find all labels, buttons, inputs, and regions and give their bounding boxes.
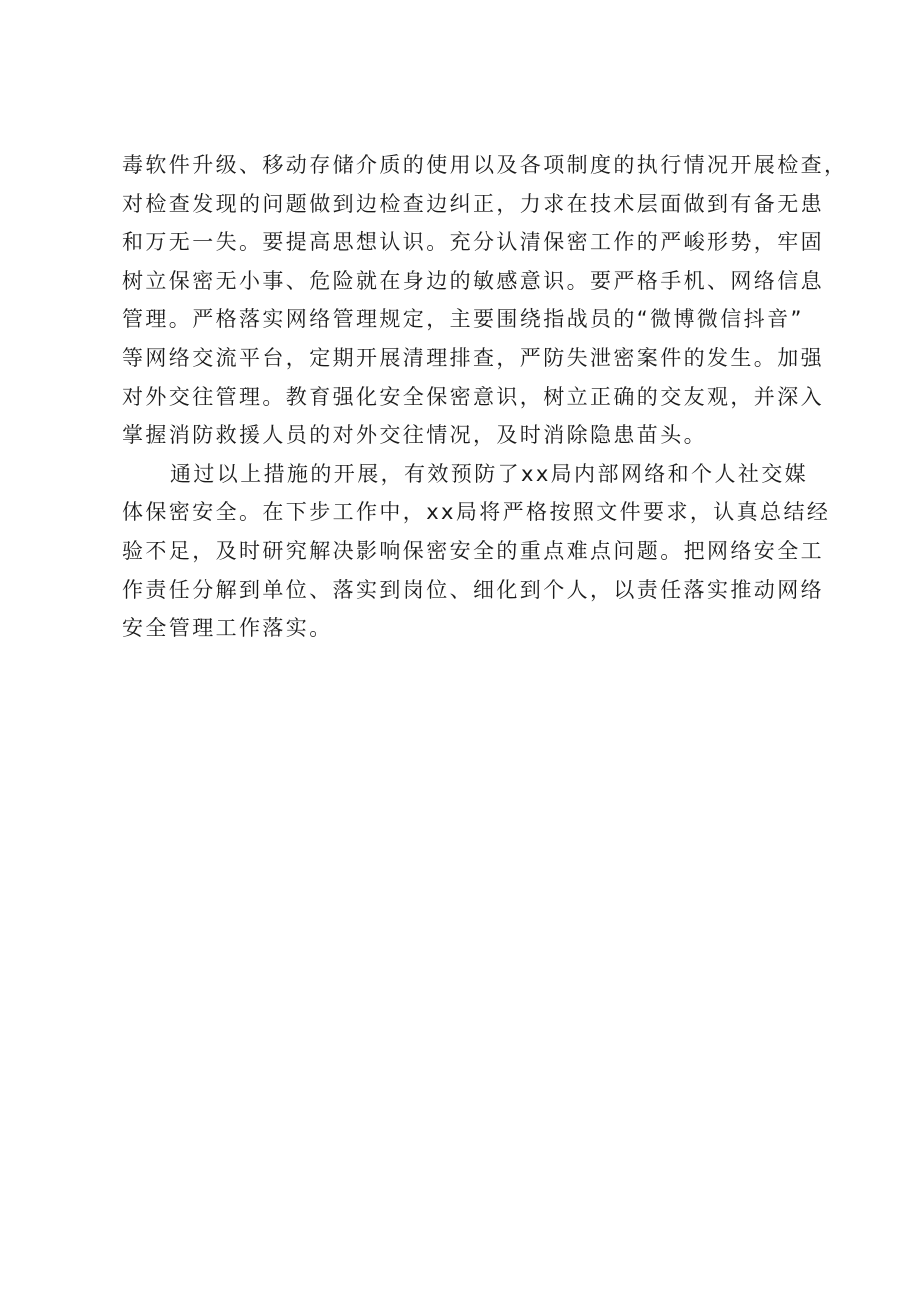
paragraph-2-line-5: 安全管理工作落实。 (122, 616, 333, 641)
paragraph-1-line-6: 等网络交流平台，定期开展清理排查，严防失泄密案件的发生。加强 (122, 345, 824, 370)
paragraph-1-line-2: 对检查发现的问题做到边检查边纠正，力求在技术层面做到有备无患 (122, 191, 824, 216)
paragraph-1-line-5: 管理。严格落实网络管理规定，主要围绕指战员的“微博微信抖音” (122, 307, 804, 332)
paragraph-2-line-3: 验不足，及时研究解决影响保密安全的重点难点问题。把网络安全工 (122, 538, 824, 563)
paragraph-1-line-4: 树立保密无小事、危险就在身边的敏感意识。要严格手机、网络信息 (122, 268, 824, 293)
paragraph-1-line-3: 和万无一失。要提高思想认识。充分认清保密工作的严峻形势，牢固 (122, 230, 824, 255)
paragraph-1 (122, 146, 848, 455)
document-body (122, 146, 848, 648)
paragraph-1-line-8: 掌握消防救援人员的对外交往情况，及时消除隐患苗头。 (122, 423, 707, 448)
paragraph-1-line-7: 对外交往管理。教育强化安全保密意识，树立正确的交友观，并深入 (122, 384, 824, 409)
paragraph-2-line-1: 通过以上措施的开展，有效预防了xx局内部网络和个人社交媒 (170, 461, 809, 486)
paragraph-1-line-1: 毒软件升级、移动存储介质的使用以及各项制度的执行情况开展检查， (122, 153, 848, 177)
paragraph-2-line-2: 体保密安全。在下步工作中，xx局将严格按照文件要求，认真总结经 (122, 500, 831, 525)
paragraph-2-line-4: 作责任分解到单位、落实到岗位、细化到个人，以责任落实推动网络 (122, 577, 824, 602)
paragraph-2 (122, 455, 842, 648)
